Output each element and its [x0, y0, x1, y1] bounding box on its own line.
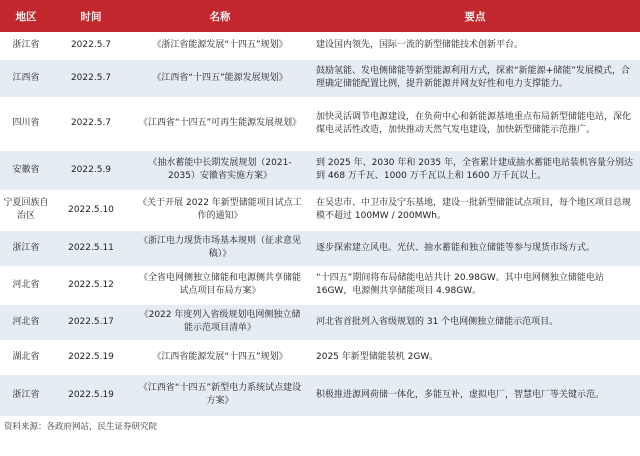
- cell-date: 2022.5.7: [52, 97, 130, 150]
- cell-region: 河北省: [0, 266, 52, 304]
- cell-name: 《浙江省能源发展“十四五”规划》: [130, 32, 310, 59]
- cell-name: 《2022 年度列入省级规划电网侧独立储能示范项目清单》: [130, 304, 310, 340]
- cell-date: 2022.5.7: [52, 59, 130, 97]
- cell-points: 逐步探索建立风电、光伏、抽水蓄能和独立储能等参与现货市场方式。: [310, 230, 640, 266]
- cell-region: 浙江省: [0, 230, 52, 266]
- cell-points: 建设国内领先，国际一流的新型储能技术创新平台。: [310, 32, 640, 59]
- table-row: [0, 32, 640, 59]
- cell-name: 《江西省“十四五”新型电力系统试点建设方案》: [130, 374, 310, 416]
- header-points: 要点: [310, 0, 640, 32]
- cell-points: 2025 年新型储能装机 2GW。: [310, 340, 640, 374]
- cell-points: 加快灵活调节电源建设，在负荷中心和新能源基地重点布局新型储能电站，深化煤电灵活性改造，加快推动天然气发电建设，加快新型储能示范推广。: [310, 97, 640, 150]
- cell-date: 2022.5.19: [52, 374, 130, 416]
- cell-region: 四川省: [0, 97, 52, 150]
- cell-name: 《江西省“十四五”可再生能源发展规划》: [130, 97, 310, 150]
- table-row: [0, 230, 640, 266]
- table-row: [0, 150, 640, 190]
- cell-date: 2022.5.10: [52, 190, 130, 230]
- cell-points: 河北省首批列入省级规划的 31 个电网侧独立储能示范项目。: [310, 304, 640, 340]
- cell-points: “十四五”期间将布局储能电站共计 20.98GW。其中电网侧独立储能电站 16GW，电源侧共享储能项目 4.98GW。: [310, 266, 640, 304]
- table-row: [0, 340, 640, 374]
- cell-points: 到 2025 年、2030 年和 2035 年，全省累计建成抽水蓄能电站装机容量分别达到 468 万千瓦、1000 万千瓦以上和 1600 万千瓦以上。: [310, 150, 640, 190]
- cell-date: 2022.5.7: [52, 32, 130, 59]
- cell-name: 《全省电网侧独立储能和电源侧共享储能试点项目布局方案》: [130, 266, 310, 304]
- cell-region: 宁夏回族自治区: [0, 190, 52, 230]
- cell-region: 湖北省: [0, 340, 52, 374]
- header-region: 地区: [0, 0, 52, 32]
- cell-region: 安徽省: [0, 150, 52, 190]
- cell-region: 浙江省: [0, 374, 52, 416]
- cell-date: 2022.5.19: [52, 340, 130, 374]
- cell-region: 浙江省: [0, 32, 52, 59]
- cell-region: 江西省: [0, 59, 52, 97]
- table-row: [0, 266, 640, 304]
- table-header-row: [0, 0, 640, 32]
- table-row: [0, 190, 640, 230]
- cell-date: 2022.5.9: [52, 150, 130, 190]
- cell-date: 2022.5.17: [52, 304, 130, 340]
- cell-date: 2022.5.11: [52, 230, 130, 266]
- cell-points: 在吴忠市、中卫市及宁东基地，建设一批新型储能试点项目，每个地区项目总规模不超过 100MW / 200MWh。: [310, 190, 640, 230]
- table-row: [0, 374, 640, 416]
- cell-name: 《关于开展 2022 年新型储能项目试点工作的通知》: [130, 190, 310, 230]
- header-name: 名称: [130, 0, 310, 32]
- cell-name: 《浙江电力现货市场基本规则（征求意见稿）》: [130, 230, 310, 266]
- table-row: [0, 304, 640, 340]
- cell-date: 2022.5.12: [52, 266, 130, 304]
- source-note: 资料来源：各政府网站，民生证券研究院: [4, 421, 158, 432]
- cell-points: 积极推进源网荷储一体化，多能互补，虚拟电厂，智慧电厂等关键示范。: [310, 374, 640, 416]
- table-row: [0, 59, 640, 97]
- cell-points: 鼓励氢能、发电侧储能等新型能源利用方式，探索“新能源+储能”发展模式，合理确定储能配置比例，提升新能源并网友好性和电力支撑能力。: [310, 59, 640, 97]
- table-row: [0, 97, 640, 150]
- cell-name: 《抽水蓄能中长期发展规划（2021-2035）安徽省实施方案》: [130, 150, 310, 190]
- cell-region: 河北省: [0, 304, 52, 340]
- header-date: 时间: [52, 0, 130, 32]
- cell-name: 《江西省能源发展“十四五”规划》: [130, 340, 310, 374]
- cell-name: 《江西省“十四五”能源发展规划》: [130, 59, 310, 97]
